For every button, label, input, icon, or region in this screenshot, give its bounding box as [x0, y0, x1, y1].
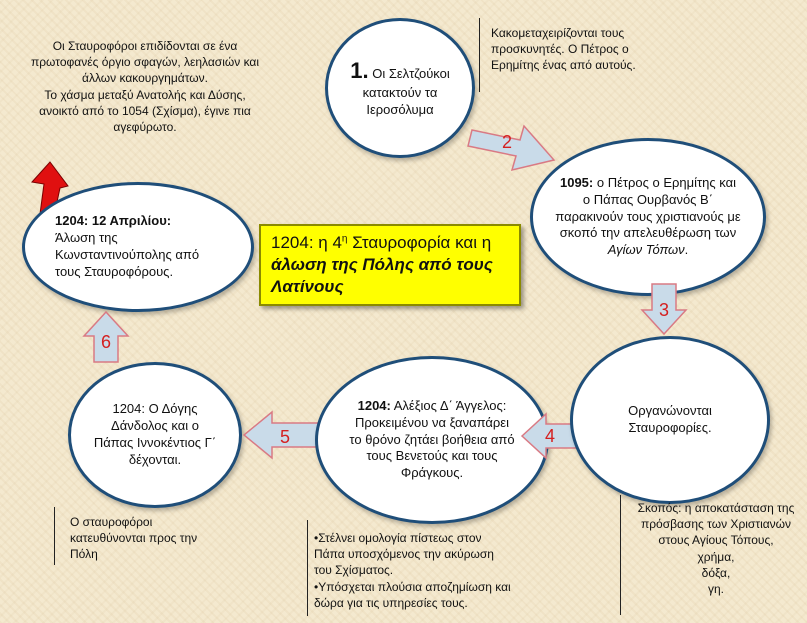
arrow-4-label: 4 — [544, 426, 555, 446]
note-pilgrims: Κακομεταχειρίζονται τους προσκυνητές. Ο Πέτρος ο Ερημίτης ένας από αυτούς. — [491, 26, 636, 73]
note-crusaders-to-city: Ο σταυροφόροι κατευθύνονται προς την Πόλη — [70, 515, 198, 562]
center-year: 1204: η 4 — [271, 233, 342, 252]
arrow-2-label: 2 — [501, 132, 512, 152]
center-superscript: η — [341, 233, 348, 245]
arrow-3-label: 3 — [658, 300, 669, 320]
center-title-box — [259, 224, 521, 306]
note-alexios-promises — [314, 530, 514, 611]
note-divider — [54, 507, 55, 565]
step-4-text: Αλέξιος Δ΄ Άγγελος: Προκειμένου να ξαναπάρει το θρόνο ζητάει βοήθεια από τους Βενετούς και τους Φράγκους. — [349, 397, 515, 481]
note-divider — [620, 495, 621, 615]
step-2-year: 1095: — [559, 174, 594, 190]
step-1-ellipse — [325, 18, 475, 158]
arrow-6-label: 6 — [100, 332, 111, 352]
step-4-ellipse — [315, 356, 549, 524]
step-3-text: Οργανώνονται Σταυροφορίες. — [628, 403, 712, 435]
arrow-5-label: 5 — [279, 427, 290, 447]
note-schism-text: Το χάσμα μεταξύ Ανατολής και Δύσης, ανοικτό από το 1054 (Σχίσμα), έγινε πια αγεφύρωτο. — [39, 87, 251, 134]
step-5-text: 1204: Ο Δόγης Δάνδολος και ο Πάπας Ιννοκέντιος Γ΄ δέχονται. — [93, 401, 217, 467]
step-2-text: ο Πέτρος ο Ερημίτης και ο Πάπας Ουρβανός Β΄ παρακινούν τους χριστιανούς με σκοπό την απελευθέρωση των — [555, 174, 741, 241]
step-5-ellipse — [68, 362, 242, 508]
step-3-ellipse — [570, 336, 770, 504]
note-divider — [479, 18, 480, 92]
note-purpose — [630, 500, 802, 597]
note-reward-text: •Υπόσχεται πλούσια αποζημίωση και δώρα για τις υπηρεσίες τους. — [314, 579, 511, 610]
step-4-year: 1204: — [357, 397, 391, 413]
step-2-end: . — [684, 242, 689, 258]
note-purpose-item: γη. — [707, 581, 724, 596]
step-1-number: 1. — [350, 57, 369, 83]
note-divider — [307, 520, 308, 616]
step-2-italic: Αγίων Τόπων — [607, 242, 685, 258]
step-6-text: Άλωση της Κωνσταντινούπολης από τους Σταυροφόρους. — [55, 230, 200, 279]
note-purpose-item: χρήμα, — [697, 549, 735, 564]
step-6-ellipse — [22, 182, 254, 312]
note-massacres-text: Οι Σταυροφόροι επιδίδονται σε ένα πρωτοφανές όργιο σφαγών, λεηλασιών και άλλων κακουργημάτων. — [30, 39, 260, 86]
note-faith-text: •Στέλνει ομολογία πίστεως στον Πάπα υποσχόμενος την ακύρωση του Σχίσματος. — [314, 531, 494, 578]
note-purpose-text: Σκοπός: η αποκατάσταση της πρόσβασης των Χριστιανών στους Αγίους Τόπους, — [637, 501, 795, 548]
center-emphasis: άλωση της Πόλης από τους Λατίνους — [271, 255, 493, 297]
step-1-text: Οι Σελτζούκοι κατακτούν τα Ιεροσόλυμα — [362, 65, 450, 118]
step-6-date: 1204: 12 Απριλίου: — [55, 213, 172, 229]
note-purpose-item: δόξα, — [701, 565, 731, 580]
step-2-ellipse — [530, 138, 766, 296]
note-massacres — [30, 38, 260, 135]
center-rest: Σταυροφορία και η — [347, 233, 492, 252]
